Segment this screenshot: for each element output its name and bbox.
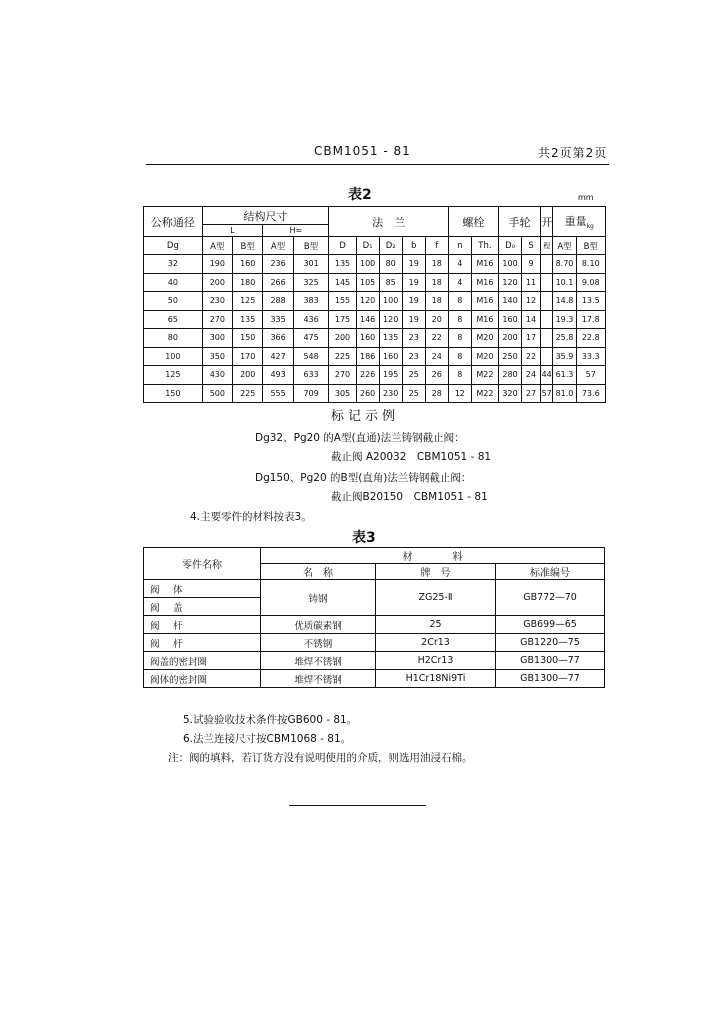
table-row bbox=[144, 310, 606, 329]
head-stroke-sub: 程 bbox=[540, 237, 553, 255]
t3-material-grade: 25 bbox=[376, 616, 496, 634]
table-cell: 160 bbox=[499, 310, 522, 329]
table-cell bbox=[540, 273, 553, 292]
table-cell bbox=[540, 292, 553, 311]
table-cell: 8 bbox=[448, 329, 471, 348]
table-cell: 61.3 bbox=[553, 366, 576, 385]
table-row bbox=[144, 329, 606, 348]
t3-material-std: GB1300—77 bbox=[496, 652, 605, 670]
table-cell: M16 bbox=[471, 255, 498, 274]
table-cell: 160 bbox=[379, 347, 402, 366]
table-cell: M16 bbox=[471, 292, 498, 311]
table-cell: 57 bbox=[540, 384, 553, 403]
t3-material-grade: 2Cr13 bbox=[376, 634, 496, 652]
head-weight bbox=[553, 207, 606, 237]
table-cell: 120 bbox=[379, 310, 402, 329]
table-cell: 325 bbox=[293, 273, 329, 292]
table-cell: 125 bbox=[233, 292, 263, 311]
table-cell: 27 bbox=[522, 384, 541, 403]
table2 bbox=[143, 206, 606, 403]
table-cell: 436 bbox=[293, 310, 329, 329]
table-cell: 8 bbox=[448, 366, 471, 385]
head-weight-b: B型 bbox=[576, 237, 606, 255]
table-cell: 35.9 bbox=[553, 347, 576, 366]
table-cell: 80 bbox=[379, 255, 402, 274]
table2-caption: 表2 bbox=[348, 187, 372, 203]
table-cell: 305 bbox=[329, 384, 356, 403]
table2-body bbox=[144, 255, 606, 403]
table-row bbox=[144, 384, 606, 403]
table-cell: 8 bbox=[448, 292, 471, 311]
table-cell: 383 bbox=[293, 292, 329, 311]
head-D: D bbox=[329, 237, 356, 255]
t3-part: 阀 杆 bbox=[144, 616, 261, 634]
t3-part: 阀 体 bbox=[144, 580, 261, 598]
table-cell: 22 bbox=[425, 329, 448, 348]
table-cell: 125 bbox=[144, 366, 203, 385]
table-cell: 11 bbox=[522, 273, 541, 292]
table3 bbox=[143, 547, 605, 688]
table-cell: M20 bbox=[471, 347, 498, 366]
t3-part: 阀 杆 bbox=[144, 634, 261, 652]
table-cell: 250 bbox=[499, 347, 522, 366]
table-cell: 120 bbox=[499, 273, 522, 292]
t3-material-grade: H2Cr13 bbox=[376, 652, 496, 670]
table-cell: 140 bbox=[499, 292, 522, 311]
table-cell: 14.8 bbox=[553, 292, 576, 311]
table-cell: 19 bbox=[402, 310, 425, 329]
document-code: CBM1051 - 81 bbox=[314, 144, 411, 158]
table-cell: 175 bbox=[329, 310, 356, 329]
head-weight-label: 重量 bbox=[564, 214, 587, 228]
table-cell: 4 bbox=[448, 255, 471, 274]
t3-material-name: 铸钢 bbox=[261, 580, 376, 616]
example-title: 标记示例 bbox=[331, 409, 400, 424]
table-cell: 19 bbox=[402, 292, 425, 311]
table-cell: 230 bbox=[379, 384, 402, 403]
table-cell: M22 bbox=[471, 366, 498, 385]
table-cell: 25 bbox=[402, 384, 425, 403]
table-cell: 100 bbox=[356, 255, 379, 274]
table-cell: 40 bbox=[144, 273, 203, 292]
table-cell: 18 bbox=[425, 255, 448, 274]
head-weight-unit: kg bbox=[586, 223, 594, 231]
table-cell: 135 bbox=[379, 329, 402, 348]
t3-material-std: GB772—70 bbox=[496, 580, 605, 616]
t3-part: 阀体的密封圈 bbox=[144, 670, 261, 688]
table-cell: 288 bbox=[263, 292, 293, 311]
table-cell: 225 bbox=[329, 347, 356, 366]
table-cell: M16 bbox=[471, 310, 498, 329]
head-H-a: A型 bbox=[263, 237, 293, 255]
table-row bbox=[144, 273, 606, 292]
table-cell: 28 bbox=[425, 384, 448, 403]
table-cell: 23 bbox=[402, 347, 425, 366]
t3-material-std: GB1220—75 bbox=[496, 634, 605, 652]
t3-head-std: 标准编号 bbox=[496, 564, 605, 580]
head-flange: 法 兰 bbox=[329, 207, 448, 237]
t3-material-name: 不锈钢 bbox=[261, 634, 376, 652]
table-cell: 135 bbox=[329, 255, 356, 274]
table-cell: 170 bbox=[233, 347, 263, 366]
table-cell: 146 bbox=[356, 310, 379, 329]
table-cell: 13.5 bbox=[576, 292, 606, 311]
t3-head-part: 零件名称 bbox=[144, 548, 261, 580]
head-th: Th. bbox=[471, 237, 498, 255]
table-cell: 10.1 bbox=[553, 273, 576, 292]
table-cell bbox=[540, 329, 553, 348]
note: 注：阀的填料，若订货方没有说明使用的介质，则选用油浸石棉。 bbox=[168, 752, 473, 764]
table-cell bbox=[540, 310, 553, 329]
header-rule bbox=[146, 164, 609, 165]
table-cell: 633 bbox=[293, 366, 329, 385]
table-cell: M22 bbox=[471, 384, 498, 403]
table-cell: 33.3 bbox=[576, 347, 606, 366]
table-cell: 80 bbox=[144, 329, 203, 348]
t3-material-std: GB699—65 bbox=[496, 616, 605, 634]
table-cell: 155 bbox=[329, 292, 356, 311]
table-cell: 12 bbox=[448, 384, 471, 403]
table-cell: 8 bbox=[448, 347, 471, 366]
t3-material-name: 堆焊不锈钢 bbox=[261, 652, 376, 670]
table-cell: 50 bbox=[144, 292, 203, 311]
table-cell: 4 bbox=[448, 273, 471, 292]
table-cell: 200 bbox=[202, 273, 232, 292]
table-cell: 8.70 bbox=[553, 255, 576, 274]
table-cell: 350 bbox=[202, 347, 232, 366]
table-cell bbox=[540, 255, 553, 274]
table-cell: 18 bbox=[425, 273, 448, 292]
table-cell: 226 bbox=[356, 366, 379, 385]
table-cell: 24 bbox=[522, 366, 541, 385]
table-cell: 236 bbox=[263, 255, 293, 274]
example-line-3: Dg150、Pg20 的B型(直角)法兰铸钢截止阀： bbox=[255, 472, 472, 484]
table-cell: 280 bbox=[499, 366, 522, 385]
table-row bbox=[144, 366, 606, 385]
t3-material-name: 堆焊不锈钢 bbox=[261, 670, 376, 688]
example-line-4: 截止阀B20150 CBM1051 - 81 bbox=[331, 491, 488, 503]
head-n: n bbox=[448, 237, 471, 255]
head-H: H≈ bbox=[263, 225, 329, 237]
page-info: 共2页第2页 bbox=[538, 146, 608, 160]
table-cell: 44 bbox=[540, 366, 553, 385]
table-cell: 25.8 bbox=[553, 329, 576, 348]
t3-material-grade: ZG25-Ⅱ bbox=[376, 580, 496, 616]
footer-rule bbox=[289, 805, 426, 806]
table-cell: 20 bbox=[425, 310, 448, 329]
clause-6: 6.法兰连接尺寸按CBM1068 - 81。 bbox=[183, 733, 352, 745]
table-cell: 266 bbox=[263, 273, 293, 292]
table-row bbox=[144, 255, 606, 274]
table-cell: 200 bbox=[329, 329, 356, 348]
table-cell: 8.10 bbox=[576, 255, 606, 274]
table-cell: 427 bbox=[263, 347, 293, 366]
table-cell bbox=[540, 347, 553, 366]
clause-4: 4.主要零件的材料按表3。 bbox=[190, 511, 312, 523]
table-cell: 225 bbox=[233, 384, 263, 403]
table-cell: 85 bbox=[379, 273, 402, 292]
table-row bbox=[144, 347, 606, 366]
head-L: L bbox=[202, 225, 263, 237]
table-cell: M20 bbox=[471, 329, 498, 348]
t3-material-grade: H1Cr18Ni9Ti bbox=[376, 670, 496, 688]
table-cell: 709 bbox=[293, 384, 329, 403]
t3-part: 阀 盖 bbox=[144, 598, 261, 616]
table-cell: 186 bbox=[356, 347, 379, 366]
table-cell: 57 bbox=[576, 366, 606, 385]
table-cell: 555 bbox=[263, 384, 293, 403]
table-cell: 195 bbox=[379, 366, 402, 385]
t3-material-std: GB1300—77 bbox=[496, 670, 605, 688]
head-nominal: 公称通径 bbox=[144, 207, 203, 237]
table-cell: 270 bbox=[202, 310, 232, 329]
t3-part: 阀盖的密封圈 bbox=[144, 652, 261, 670]
table-cell: 430 bbox=[202, 366, 232, 385]
table-cell: M16 bbox=[471, 273, 498, 292]
head-f: f bbox=[425, 237, 448, 255]
table-cell: 17 bbox=[522, 329, 541, 348]
table-cell: 12 bbox=[522, 292, 541, 311]
head-d0: D₀ bbox=[499, 237, 522, 255]
table-cell: 81.0 bbox=[553, 384, 576, 403]
t3-head-grade: 牌 号 bbox=[376, 564, 496, 580]
table-cell: 26 bbox=[425, 366, 448, 385]
table-cell: 22.8 bbox=[576, 329, 606, 348]
head-D1: D₁ bbox=[356, 237, 379, 255]
table-cell: 260 bbox=[356, 384, 379, 403]
table-cell: 17.8 bbox=[576, 310, 606, 329]
table-cell: 65 bbox=[144, 310, 203, 329]
t3-head-name: 名 称 bbox=[261, 564, 376, 580]
table-cell: 100 bbox=[379, 292, 402, 311]
t3-head-material: 材 料 bbox=[261, 548, 605, 564]
head-b: b bbox=[402, 237, 425, 255]
table-cell: 19.3 bbox=[553, 310, 576, 329]
example-line-1: Dg32、Pg20 的A型(直通)法兰铸钢截止阀： bbox=[255, 432, 465, 444]
table-cell: 22 bbox=[522, 347, 541, 366]
table-cell: 25 bbox=[402, 366, 425, 385]
table-cell: 9 bbox=[522, 255, 541, 274]
head-s: S bbox=[522, 237, 541, 255]
table-cell: 145 bbox=[329, 273, 356, 292]
table-cell: 135 bbox=[233, 310, 263, 329]
table-cell: 150 bbox=[233, 329, 263, 348]
clause-5: 5.试验验收技术条件按GB600 - 81。 bbox=[183, 714, 358, 726]
table-cell: 180 bbox=[233, 273, 263, 292]
table-cell: 200 bbox=[233, 366, 263, 385]
head-dg: Dg bbox=[144, 237, 203, 255]
table-cell: 18 bbox=[425, 292, 448, 311]
table-cell: 8 bbox=[448, 310, 471, 329]
table-cell: 100 bbox=[144, 347, 203, 366]
table-cell: 300 bbox=[202, 329, 232, 348]
table-cell: 160 bbox=[233, 255, 263, 274]
table-cell: 500 bbox=[202, 384, 232, 403]
table-cell: 100 bbox=[499, 255, 522, 274]
table-cell: 24 bbox=[425, 347, 448, 366]
table-cell: 105 bbox=[356, 273, 379, 292]
table-cell: 270 bbox=[329, 366, 356, 385]
table-cell: 73.6 bbox=[576, 384, 606, 403]
table-cell: 32 bbox=[144, 255, 203, 274]
table-cell: 14 bbox=[522, 310, 541, 329]
table-cell: 301 bbox=[293, 255, 329, 274]
table-cell: 190 bbox=[202, 255, 232, 274]
table-cell: 230 bbox=[202, 292, 232, 311]
head-dims: 结构尺寸 bbox=[202, 207, 329, 225]
table2-unit: mm bbox=[578, 193, 594, 202]
table3-caption: 表3 bbox=[352, 530, 376, 546]
table-cell: 475 bbox=[293, 329, 329, 348]
table-cell: 150 bbox=[144, 384, 203, 403]
table-row bbox=[144, 292, 606, 311]
head-D2: D₂ bbox=[379, 237, 402, 255]
table-cell: 19 bbox=[402, 255, 425, 274]
table-cell: 120 bbox=[356, 292, 379, 311]
example-line-2: 截止阀 A20032 CBM1051 - 81 bbox=[331, 451, 492, 463]
table-cell: 160 bbox=[356, 329, 379, 348]
head-bolt: 螺栓 bbox=[448, 207, 498, 237]
head-weight-a: A型 bbox=[553, 237, 576, 255]
head-H-b: B型 bbox=[293, 237, 329, 255]
t3-material-name: 优质碳素钢 bbox=[261, 616, 376, 634]
table-cell: 493 bbox=[263, 366, 293, 385]
head-stroke: 开 bbox=[540, 207, 553, 237]
table-cell: 366 bbox=[263, 329, 293, 348]
head-wheel: 手轮 bbox=[499, 207, 541, 237]
table-cell: 548 bbox=[293, 347, 329, 366]
table-cell: 320 bbox=[499, 384, 522, 403]
table-cell: 335 bbox=[263, 310, 293, 329]
table-cell: 23 bbox=[402, 329, 425, 348]
table-cell: 19 bbox=[402, 273, 425, 292]
table-cell: 200 bbox=[499, 329, 522, 348]
head-L-a: A型 bbox=[202, 237, 232, 255]
head-L-b: B型 bbox=[233, 237, 263, 255]
table-cell: 9.08 bbox=[576, 273, 606, 292]
